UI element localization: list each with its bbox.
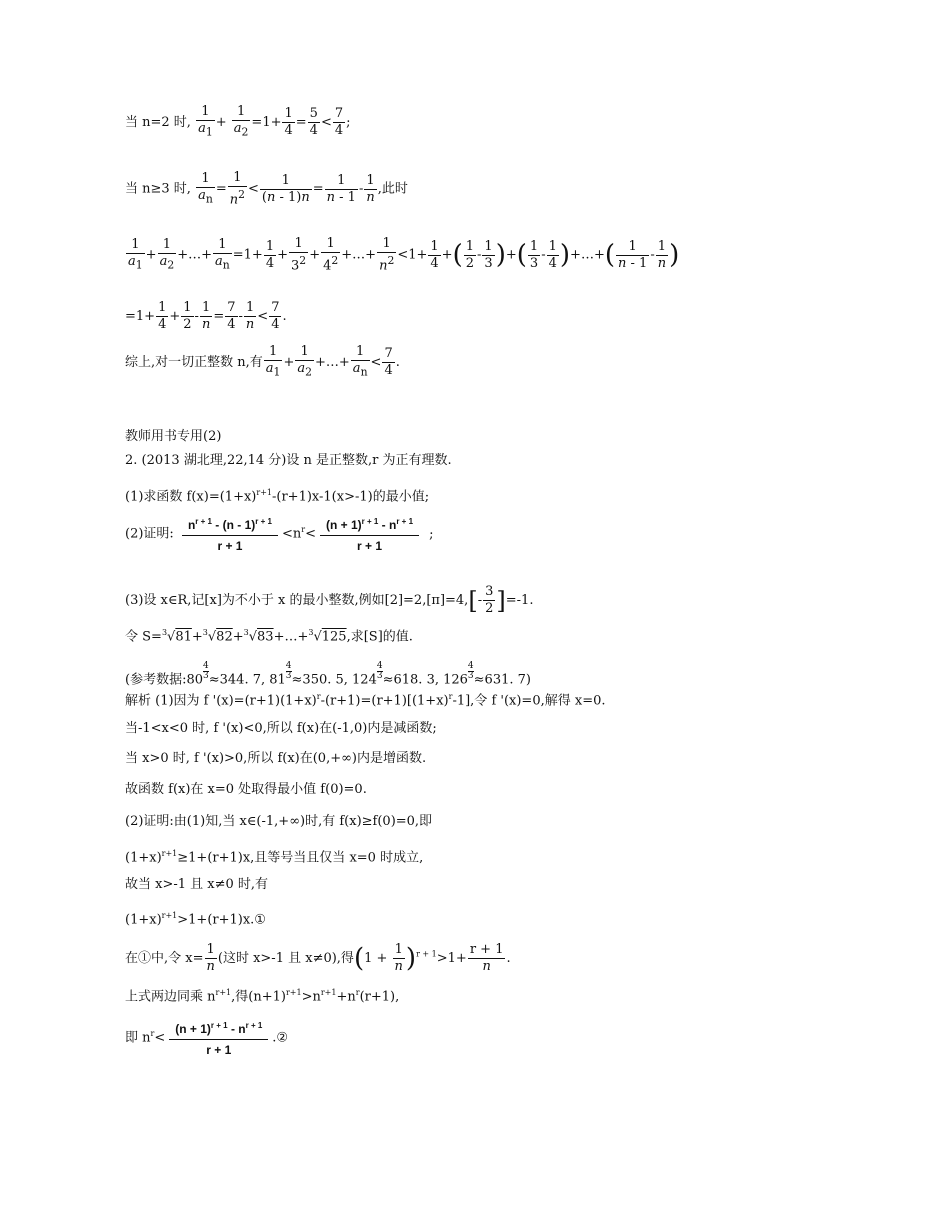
frac: $\frac{1}{n^2}$	[229, 170, 245, 208]
line-sum-result: =1+ $\frac{1}{4}$ + $\frac{1}{2}$ - $\frac{1}{n}$ = $\frac{7}{4}$ - $\frac{1}{n}$ < $\frac{7}{4}$ .	[125, 300, 287, 332]
frac: $\frac{1}{4}$	[548, 238, 557, 271]
frac: $\frac{n^{r + 1} - (n - 1)^{r + 1}}{r + 1}$	[182, 512, 278, 556]
text: (r+1),	[359, 989, 400, 1005]
frac: $\frac{1}{a_n}$	[198, 170, 213, 206]
frac: $\frac{1}{a_2}$	[159, 236, 175, 272]
frac: $\frac{1}{4}$	[158, 300, 167, 332]
frac: $\frac{1}{3}$	[529, 238, 539, 271]
text: -(r+1)x-1(x>-1)的最小值;	[272, 489, 430, 505]
text: 当 n=2 时,	[125, 114, 191, 130]
solution-line-7: 故当 x>-1 且 x≠0 时,有	[125, 877, 269, 892]
text: (这时 x>-1 且 x≠0),得	[217, 951, 354, 966]
frac: $\frac{1}{4^2}$	[323, 236, 339, 274]
text: .	[506, 951, 511, 966]
question-2-part-3: (3)设 x∈R,记[x]为不小于 x 的最小整数,例如[2]=2,[π]=4,[- $\frac{3}{2}$ ]=-1.	[125, 584, 534, 616]
text: ≈631. 7)	[473, 672, 531, 688]
frac: $\frac{r + 1}{n}$	[469, 942, 504, 974]
text: -1],令 f '(x)=0,解得 x=0.	[452, 693, 606, 709]
frac: $\frac{1}{a_2}$	[233, 104, 249, 139]
frac: $\frac{1}{4}$	[430, 238, 439, 271]
solution-line-3: 当 x>0 时, f '(x)>0,所以 f(x)在(0,+∞)内是增函数.	[125, 751, 427, 766]
text: >1+	[436, 951, 467, 966]
text: 即 n	[125, 1030, 151, 1046]
text: ,求[S]的值.	[346, 629, 413, 645]
solution-line-2: 当-1<x<0 时, f '(x)<0,所以 f(x)在(-1,0)内是减函数;	[125, 721, 437, 736]
text: 当 n≥3 时,	[125, 181, 191, 197]
solution-line-9: 在①中,令 x= $\frac{1}{n}$ (这时 x>-1 且 x≠0),得(1 + $\frac{1}{n}$ )$^{r + 1}$>1+ $\frac{r + 1}{n}$ .	[125, 942, 511, 974]
question-2-header: 2. (2013 湖北理,22,14 分)设 n 是正整数,r 为正有理数.	[125, 453, 452, 468]
question-2-part-2: (2)证明: $\frac{n^{r + 1} - (n - 1)^{r + 1}}{r + 1}$ $<n^r<$ $\frac{(n + 1)^{r + 1} - n^{r + 1}}{r + 1}$ ;	[125, 512, 434, 556]
frac: $\frac{(n + 1)^{r + 1} - n^{r + 1}}{r + 1}$	[169, 1016, 268, 1060]
frac: $\frac{1}{n^2}$	[379, 236, 395, 274]
line-n-geq-3: 当 n≥3 时, $\frac{1}{a_n}$ = $\frac{1}{n^2}$ < $\frac{1}{(n - 1)n}$ = $\frac{1}{n - 1}$ - $\frac{1}{n}$ ,此时	[125, 170, 408, 208]
frac: $\frac{3}{2}$	[485, 584, 494, 616]
frac: $\frac{1}{(n - 1)n}$	[261, 172, 310, 205]
frac: $\frac{1}{4}$	[284, 105, 293, 138]
frac: $\frac{1}{3}$	[484, 238, 493, 271]
text: <n	[281, 526, 302, 542]
solution-line-4: 故函数 f(x)在 x=0 处取得最小值 f(0)=0.	[125, 782, 367, 797]
frac: $\frac{7}{4}$	[384, 345, 393, 378]
text: (3)设 x∈R,记[x]为不小于 x 的最小整数,例如[2]=2,[π]=4,	[125, 593, 469, 608]
text: ≈618. 3, 126	[382, 672, 468, 688]
frac: $\frac{(n + 1)^{r + 1} - n^{r + 1}}{r + 1}$	[320, 512, 419, 556]
text: >1+(r+1)x.①	[177, 912, 266, 928]
frac: $\frac{1}{n - 1}$	[326, 172, 356, 205]
line-sum-estimate: $\frac{1}{a_1}$ + $\frac{1}{a_2}$ +…+ $\frac{1}{a_n}$ =1+ $\frac{1}{4}$ + $\frac{1}{3^2}$ + $\frac{1}{4^2}$ +…+ $\frac{1}{n^2}$ <1+ $\frac{1}{4}$ +( $\frac{1}{2}$ - $\frac{1}{3}$ )+( $\frac{1}{3}$ - $\frac{1}{4}$ )+…+( $\frac{1}{n - 1}$ - $\frac{1}{n}$ )	[128, 236, 680, 274]
text: -(r+1)=(r+1)[(1+x)	[320, 693, 449, 709]
text: =-1.	[505, 593, 534, 608]
frac: $\frac{1}{n}$	[366, 172, 375, 205]
question-2-part-1: (1)求函数 $f(x)=(1+x)^{r+1}-(r+1)x-1(x>-1)$的最小值;	[125, 488, 430, 505]
text: =1+	[251, 114, 282, 130]
text: (参考数据:	[125, 672, 187, 688]
frac: $\frac{1}{a_1}$	[128, 236, 143, 272]
text: (1+x)	[125, 912, 162, 928]
frac: $\frac{1}{a_n}$	[352, 344, 368, 379]
text: 令 S=	[125, 629, 162, 645]
frac: $\frac{7}{4}$	[334, 105, 344, 138]
text: ;	[429, 526, 434, 542]
text: >n	[301, 989, 321, 1005]
frac: $\frac{1}{a_1}$	[198, 104, 213, 139]
solution-line-6: $(1+x)^{r+1}\ge 1+(r+1)x$,且等号当且仅当 x=0 时成立,	[125, 849, 424, 866]
text: ,此时	[377, 181, 408, 197]
text: 在①中,令 x=	[125, 951, 204, 966]
frac: $\frac{1}{n}$	[245, 300, 255, 332]
text: ≈350. 5, 124	[291, 672, 377, 688]
frac: $\frac{1}{a_1}$	[265, 344, 281, 379]
text: <	[305, 526, 316, 542]
frac: $\frac{1}{2}$	[465, 238, 475, 271]
question-2-part-3-sum: 令 S=$^3$√81+$^3$√82+$^3$√83+…+$^3$√125,求[S]的值.	[125, 628, 413, 645]
text: =1+	[125, 309, 156, 324]
frac: $\frac{1}{n}$	[201, 300, 211, 332]
solution-line-11: 即 $n^r<$ $\frac{(n + 1)^{r + 1} - n^{r + 1}}{r + 1}$ .②	[125, 1016, 288, 1060]
text: <	[154, 1030, 166, 1046]
text: ,得(n+1)	[231, 989, 286, 1005]
text: 综上,对一切正整数 n,有	[125, 354, 263, 370]
frac: $\frac{1}{n}$	[206, 942, 215, 974]
text: ≈344. 7, 81	[208, 672, 286, 688]
text: (1+x)	[125, 850, 162, 866]
frac: $\frac{7}{4}$	[227, 300, 236, 332]
section-title: 教师用书专用(2)	[125, 429, 222, 444]
text: (2)证明:	[125, 526, 174, 542]
frac: $\frac{1}{3^2}$	[291, 236, 307, 274]
frac: $\frac{5}{4}$	[309, 105, 318, 138]
frac: $\frac{1}{4}$	[265, 238, 275, 271]
text: (1)求函数 f(x)=(1+x)	[125, 489, 257, 505]
solution-line-10: 上式两边同乘 $n^{r+1}$,得$(n+1)^{r+1}>n^{r+1}+n^r(r+1)$,	[125, 988, 400, 1005]
text: +n	[336, 989, 356, 1005]
reference-data: (参考数据:80 $\frac{4}{3}$ ≈344. 7, 81 $\frac{4}{3}$ ≈350. 5, 124 $\frac{4}{3}$ ≈618. 3, 126 $\frac{4}{3}$ ≈631. 7)	[125, 661, 531, 688]
frac: $\frac{1}{a_n}$	[215, 236, 230, 272]
line-n-equals-2: 当 n=2 时, $\frac{1}{a_1}$ + $\frac{1}{a_2}$ =1+ $\frac{1}{4}$ = $\frac{5}{4}$ < $\frac{7}{4}$ ;	[125, 104, 351, 139]
frac: $\frac{1}{a_2}$	[297, 344, 312, 379]
line-conclusion: 综上,对一切正整数 n,有 $\frac{1}{a_1}$ + $\frac{1}{a_2}$ +…+ $\frac{1}{a_n}$ < $\frac{7}{4}$ .	[125, 344, 400, 379]
solution-line-1: 解析 (1)因为 f '$(x)=(r+1)(1+x)^r-(r+1)=(r+1)[(1+x)^r-1]$,令 f '(x)=0,解得 x=0.	[125, 692, 606, 709]
text: 上式两边同乘 n	[125, 989, 216, 1005]
text: 解析 (1)因为 f '(x)=(r+1)(1+x)	[125, 693, 317, 709]
solution-line-8: $(1+x)^{r+1}>1+(r+1)x.①$	[125, 911, 266, 928]
text: ≥1+(r+1)x,且等号当且仅当 x=0 时成立,	[177, 850, 424, 866]
frac: $\frac{1}{n}$	[394, 942, 403, 974]
frac: $\frac{1}{n - 1}$	[618, 238, 648, 271]
text: .②	[272, 1030, 289, 1046]
frac: $\frac{1}{2}$	[183, 300, 192, 332]
frac: $\frac{1}{n}$	[657, 238, 667, 271]
solution-line-5: (2)证明:由(1)知,当 x∈(-1,+∞)时,有 f(x)≥f(0)=0,即	[125, 814, 433, 829]
frac: $\frac{7}{4}$	[271, 300, 280, 332]
text: ;	[346, 114, 351, 130]
